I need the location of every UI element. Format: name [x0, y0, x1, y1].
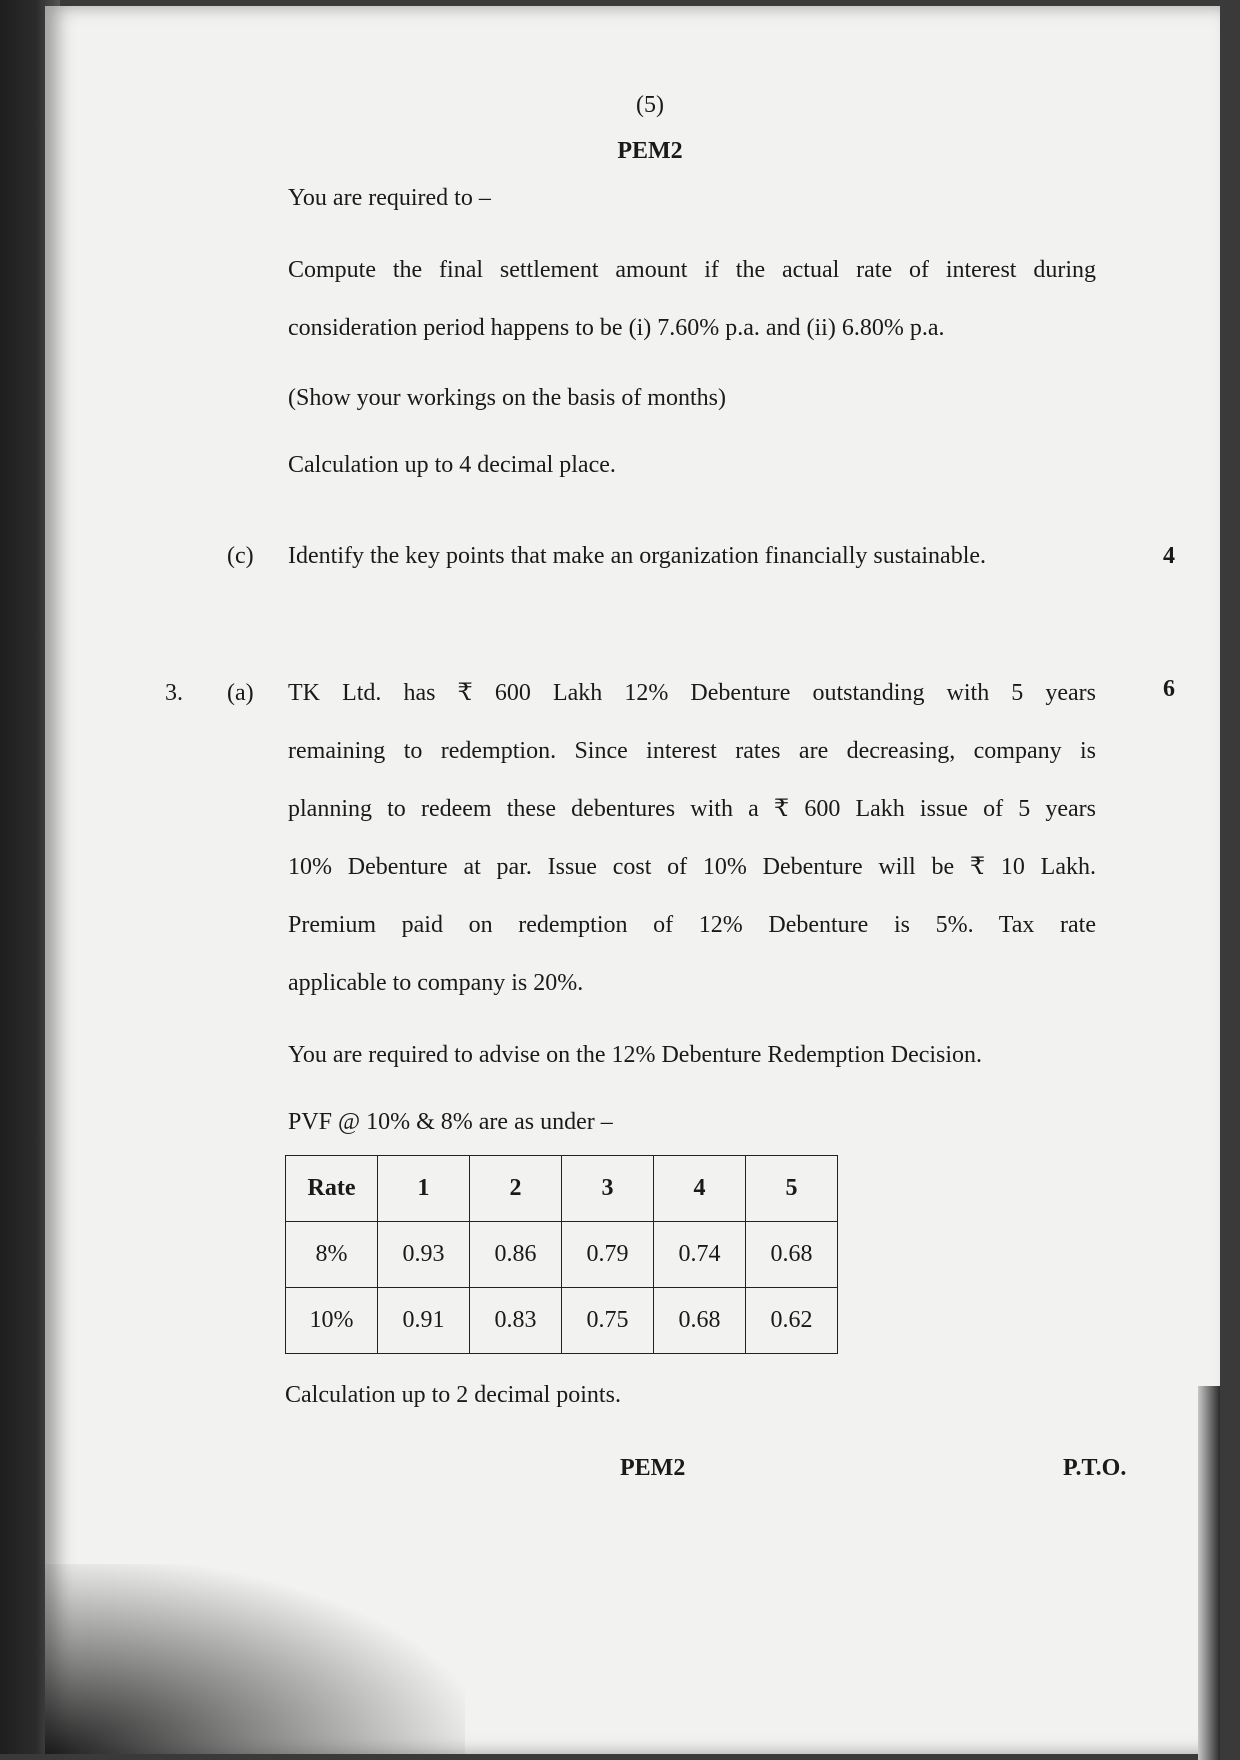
pvf-intro: PVF @ 10% & 8% are as under – [288, 1109, 613, 1135]
table-cell: 0.68 [746, 1222, 838, 1288]
part-c-marks: 4 [1163, 543, 1175, 569]
pvf-table [285, 1155, 838, 1354]
part-c-label: (c) [227, 543, 254, 569]
intro-text: You are required to – [288, 185, 491, 211]
q3-line-4: 10% Debenture at par. Issue cost of 10% Debenture will be ₹ 10 Lakh. [288, 854, 1096, 880]
scan-shadow [45, 1564, 465, 1754]
table-cell: 0.86 [470, 1222, 562, 1288]
pvf-header-year-1: 1 [378, 1156, 470, 1222]
calc-note-4dp: Calculation up to 4 decimal place. [288, 452, 616, 478]
table-cell: 0.91 [378, 1288, 470, 1354]
q3-advise: You are required to advise on the 12% Debenture Redemption Decision. [288, 1042, 983, 1068]
q3-line-3: planning to redeem these debentures with a ₹ 600 Lakh issue of 5 years [288, 796, 1096, 822]
paper-code-footer: PEM2 [620, 1455, 686, 1481]
q3-line-6: applicable to company is 20%. [288, 970, 584, 996]
pvf-header-year-4: 4 [654, 1156, 746, 1222]
calc-note-2dp: Calculation up to 2 decimal points. [285, 1382, 621, 1408]
task-line-1: Compute the final settlement amount if the actual rate of interest during [288, 257, 1096, 283]
page-number: (5) [636, 92, 664, 118]
q3-line-5: Premium paid on redemption of 12% Debenture is 5%. Tax rate [288, 912, 1096, 938]
table-cell: 0.68 [654, 1288, 746, 1354]
pto-label: P.T.O. [1063, 1455, 1127, 1481]
pvf-header-year-3: 3 [562, 1156, 654, 1222]
table-cell: 0.79 [562, 1222, 654, 1288]
pvf-header-rate: Rate [286, 1156, 378, 1222]
pvf-row-8pct [286, 1222, 838, 1288]
scan-right-edge [1198, 1386, 1220, 1760]
pvf-header-year-5: 5 [746, 1156, 838, 1222]
table-cell: 8% [286, 1222, 378, 1288]
task-line-2: consideration period happens to be (i) 7.60% p.a. and (ii) 6.80% p.a. [288, 315, 945, 341]
table-cell: 0.83 [470, 1288, 562, 1354]
table-cell: 0.93 [378, 1222, 470, 1288]
table-cell: 0.74 [654, 1222, 746, 1288]
table-cell: 0.75 [562, 1288, 654, 1354]
q3-line-1: TK Ltd. has ₹ 600 Lakh 12% Debenture outstanding with 5 years [288, 680, 1096, 706]
pvf-row-10pct [286, 1288, 838, 1354]
table-cell: 0.62 [746, 1288, 838, 1354]
q3-number: 3. [165, 680, 183, 706]
pvf-header-year-2: 2 [470, 1156, 562, 1222]
q3-part-a-label: (a) [227, 680, 254, 706]
exam-page [45, 6, 1220, 1754]
part-c-text: Identify the key points that make an organization financially sustainable. [288, 543, 987, 569]
pvf-header-row [286, 1156, 838, 1222]
table-cell: 10% [286, 1288, 378, 1354]
q3-marks: 6 [1163, 676, 1175, 702]
paper-code-header: PEM2 [617, 138, 683, 164]
q3-line-2: remaining to redemption. Since interest rates are decreasing, company is [288, 738, 1096, 764]
task-note: (Show your workings on the basis of months) [288, 385, 726, 411]
